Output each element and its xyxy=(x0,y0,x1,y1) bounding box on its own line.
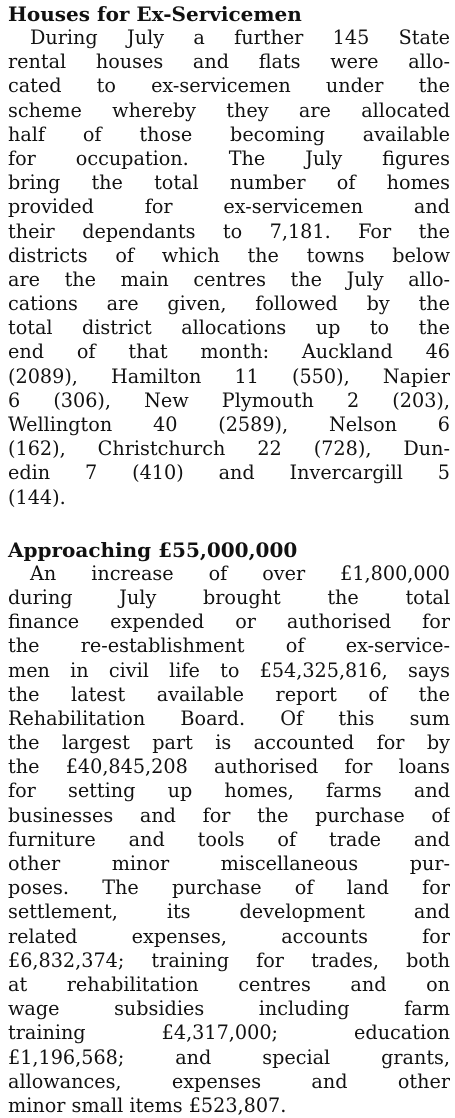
article-line: furniture and tools of trade and xyxy=(8,827,450,851)
article-line: Rehabilitation Board. Of this sum xyxy=(8,706,450,730)
article-line: the re-establishment of ex-service- xyxy=(8,634,450,658)
article-line: rental houses and flats were allo- xyxy=(8,50,450,74)
article-separator xyxy=(8,510,450,538)
newspaper-clipping xyxy=(8,2,450,1118)
article-line: £6,832,374; training for trades, both xyxy=(8,948,450,972)
article-line: £1,196,568; and special grants, xyxy=(8,1045,450,1069)
article-line: wage subsidies including farm xyxy=(8,997,450,1021)
article-line: (2089), Hamilton 11 (550), Napier xyxy=(8,364,450,388)
article-line: during July brought the total xyxy=(8,585,450,609)
article-line: Wellington 40 (2589), Nelson 6 xyxy=(8,413,450,436)
article-line: their dependants to 7,181. For the xyxy=(8,219,450,243)
article-line: finance expended or authorised for xyxy=(8,610,450,634)
article-line: allowances, expenses and other xyxy=(8,1069,450,1093)
article-line: settlement, its development and xyxy=(8,900,450,924)
article-line: training £4,317,000; education xyxy=(8,1021,450,1045)
article-line: poses. The purchase of land for xyxy=(8,876,450,900)
article-line: end of that month: Auckland 46 xyxy=(8,340,450,364)
article-line: are the main centres the July allo- xyxy=(8,267,450,291)
article-line: the latest available report of the xyxy=(8,682,450,706)
article-heading: Approaching £55,000,000 xyxy=(8,537,298,562)
article-line: districts of which the towns below xyxy=(8,243,450,267)
article-line: scheme whereby they are allocated xyxy=(8,98,450,122)
article-line: provided for ex-servicemen and xyxy=(8,195,450,219)
article-line: (144). xyxy=(8,485,66,509)
article-line: businesses and for the purchase of xyxy=(8,803,450,827)
article-line: half of those becoming available xyxy=(8,122,450,146)
article-line: (162), Christchurch 22 (728), Dun- xyxy=(8,437,450,461)
article-line: men in civil life to £54,325,816, says xyxy=(8,658,450,682)
article-line: other minor miscellaneous pur- xyxy=(8,852,450,875)
article-line: minor small items £523,807. xyxy=(8,1093,287,1117)
article-line: the £40,845,208 authorised for loans xyxy=(8,755,450,779)
article-line: related expenses, accounts for xyxy=(8,924,450,948)
article-line: for setting up homes, farms and xyxy=(8,779,450,803)
article-line: bring the total number of homes xyxy=(8,171,450,195)
article-line: cations are given, followed by the xyxy=(8,292,450,316)
article-houses-for-ex-servicemen xyxy=(8,2,450,510)
article-line: 6 (306), New Plymouth 2 (203), xyxy=(8,388,450,412)
article-line: An increase of over £1,800,000 xyxy=(30,561,450,585)
article-line: at rehabilitation centres and on xyxy=(8,972,450,996)
article-line: total district allocations up to the xyxy=(8,316,450,340)
article-line: During July a further 145 State xyxy=(30,26,450,49)
article-line: for occupation. The July figures xyxy=(8,146,450,170)
article-approaching-55-million xyxy=(8,538,450,1118)
article-line: the largest part is accounted for by xyxy=(8,731,450,755)
article-heading: Houses for Ex-Servicemen xyxy=(8,2,302,26)
article-line: edin 7 (410) and Invercargill 5 xyxy=(8,461,450,485)
article-line: cated to ex-servicemen under the xyxy=(8,74,450,98)
